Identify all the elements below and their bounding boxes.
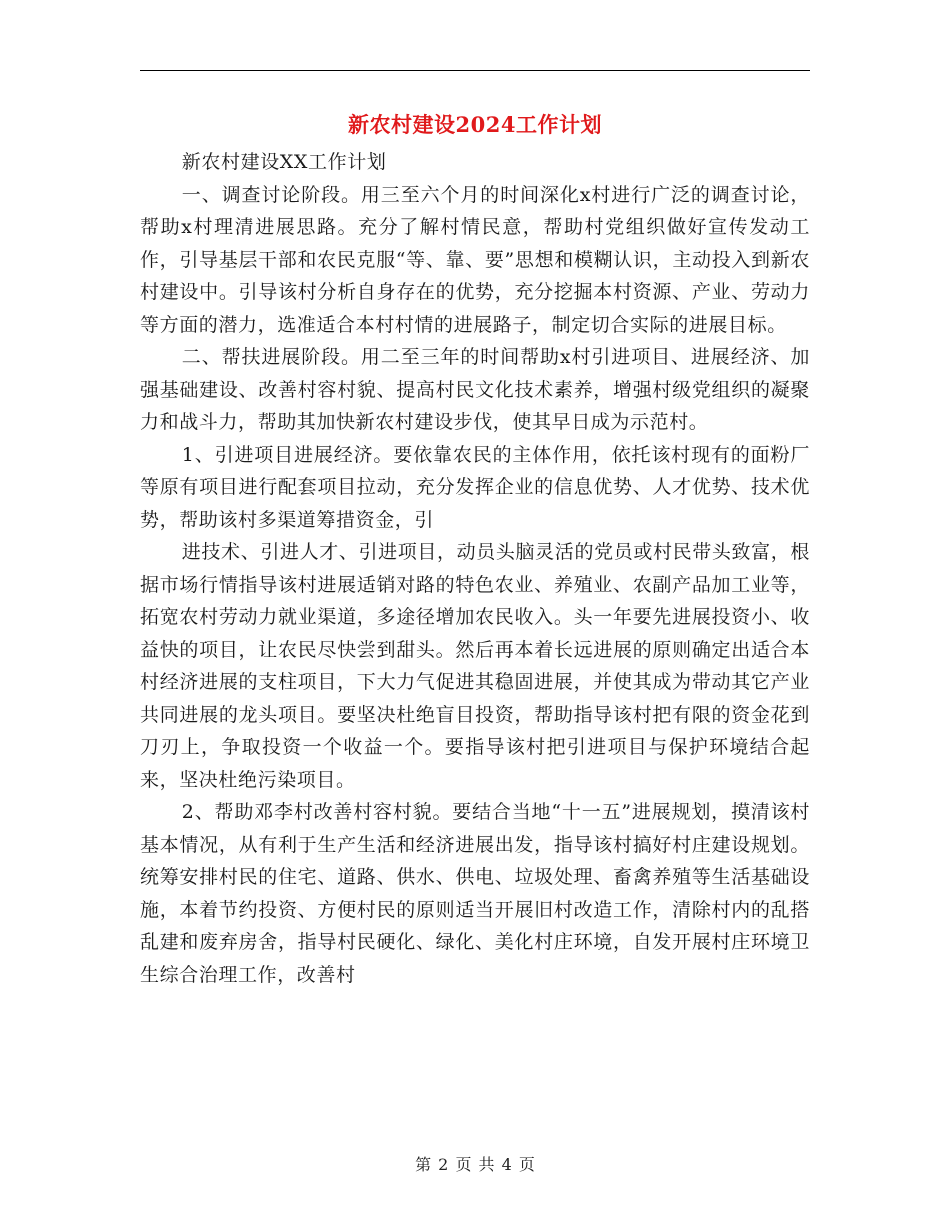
paragraph-support-stage: 二、帮扶进展阶段。用二至三年的时间帮助x村引进项目、进展经济、加强基础建设、改善村容村貌、提高村民文化技术素养，增强村级党组织的凝聚力和战斗力，帮助其加快新农村建设步伐，使其早日成为示范村。 <box>140 346 810 433</box>
paragraph-item-1-continued: 进技术、引进人才、引进项目，动员头脑灵活的党员或村民带头致富，根据市场行情指导该村进展适销对路的特色农业、养殖业、农副产品加工业等，拓宽农村劳动力就业渠道，多途径增加农民收入。头一年要先进展投资小、收益快的项目，让农民尽快尝到甜头。然后再本着长远进展的原则确定出适合本村经济进展的支柱项目，下大力气促进其稳固进展，并使其成为带动其它产业共同进展的龙头项目。要坚决杜绝盲目投资，帮助指导该村把有限的资金花到刀刃上，争取投资一个收益一个。要指导该村把引进项目与保护环境结合起来，坚决杜绝污染项目。 <box>140 541 810 791</box>
paragraph-item-1: 1、引进项目进展经济。要依靠农民的主体作用，依托该村现有的面粉厂等原有项目进行配套项目拉动，充分发挥企业的信息优势、人才优势、技术优势，帮助该村多渠道筹措资金，引 <box>140 443 810 531</box>
paragraph-item-2: 2、帮助邓李村改善村容村貌。要结合当地“十一五”进展规划，摸清该村基本情况，从有利于生产生活和经济进展出发，指导该村搞好村庄建设规划。统筹安排村民的住宅、道路、供水、供电、垃圾处理、畜禽养殖等生活基础设施，本着节约投资、方便村民的原则适当开展旧村改造工作，清除村内的乱搭乱建和废弃房舍，指导村民硬化、绿化、美化村庄环境，自发开展村庄环境卫生综合治理工作，改善村 <box>140 801 810 986</box>
paragraph-research-stage: 一、调查讨论阶段。用三至六个月的时间深化x村进行广泛的调查讨论，帮助x村理清进展思路。充分了解村情民意，帮助村党组织做好宣传发动工作，引导基层干部和农民克服“等、靠、要”思想和模糊认识，主动投入到新农村建设中。引导该村分析自身存在的优势，充分挖掘本村资源、产业、劳动力等方面的潜力，选准适合本村村情的进展路子，制定切合实际的进展目标。 <box>140 183 810 336</box>
page-title: 新农村建设2024工作计划 <box>348 112 602 137</box>
page-number: 第 2 页 共 4 页 <box>415 1155 535 1174</box>
header-rule <box>140 70 810 71</box>
document-body <box>140 146 810 991</box>
paragraph-subtitle: 新农村建设XX工作计划 <box>181 151 387 173</box>
